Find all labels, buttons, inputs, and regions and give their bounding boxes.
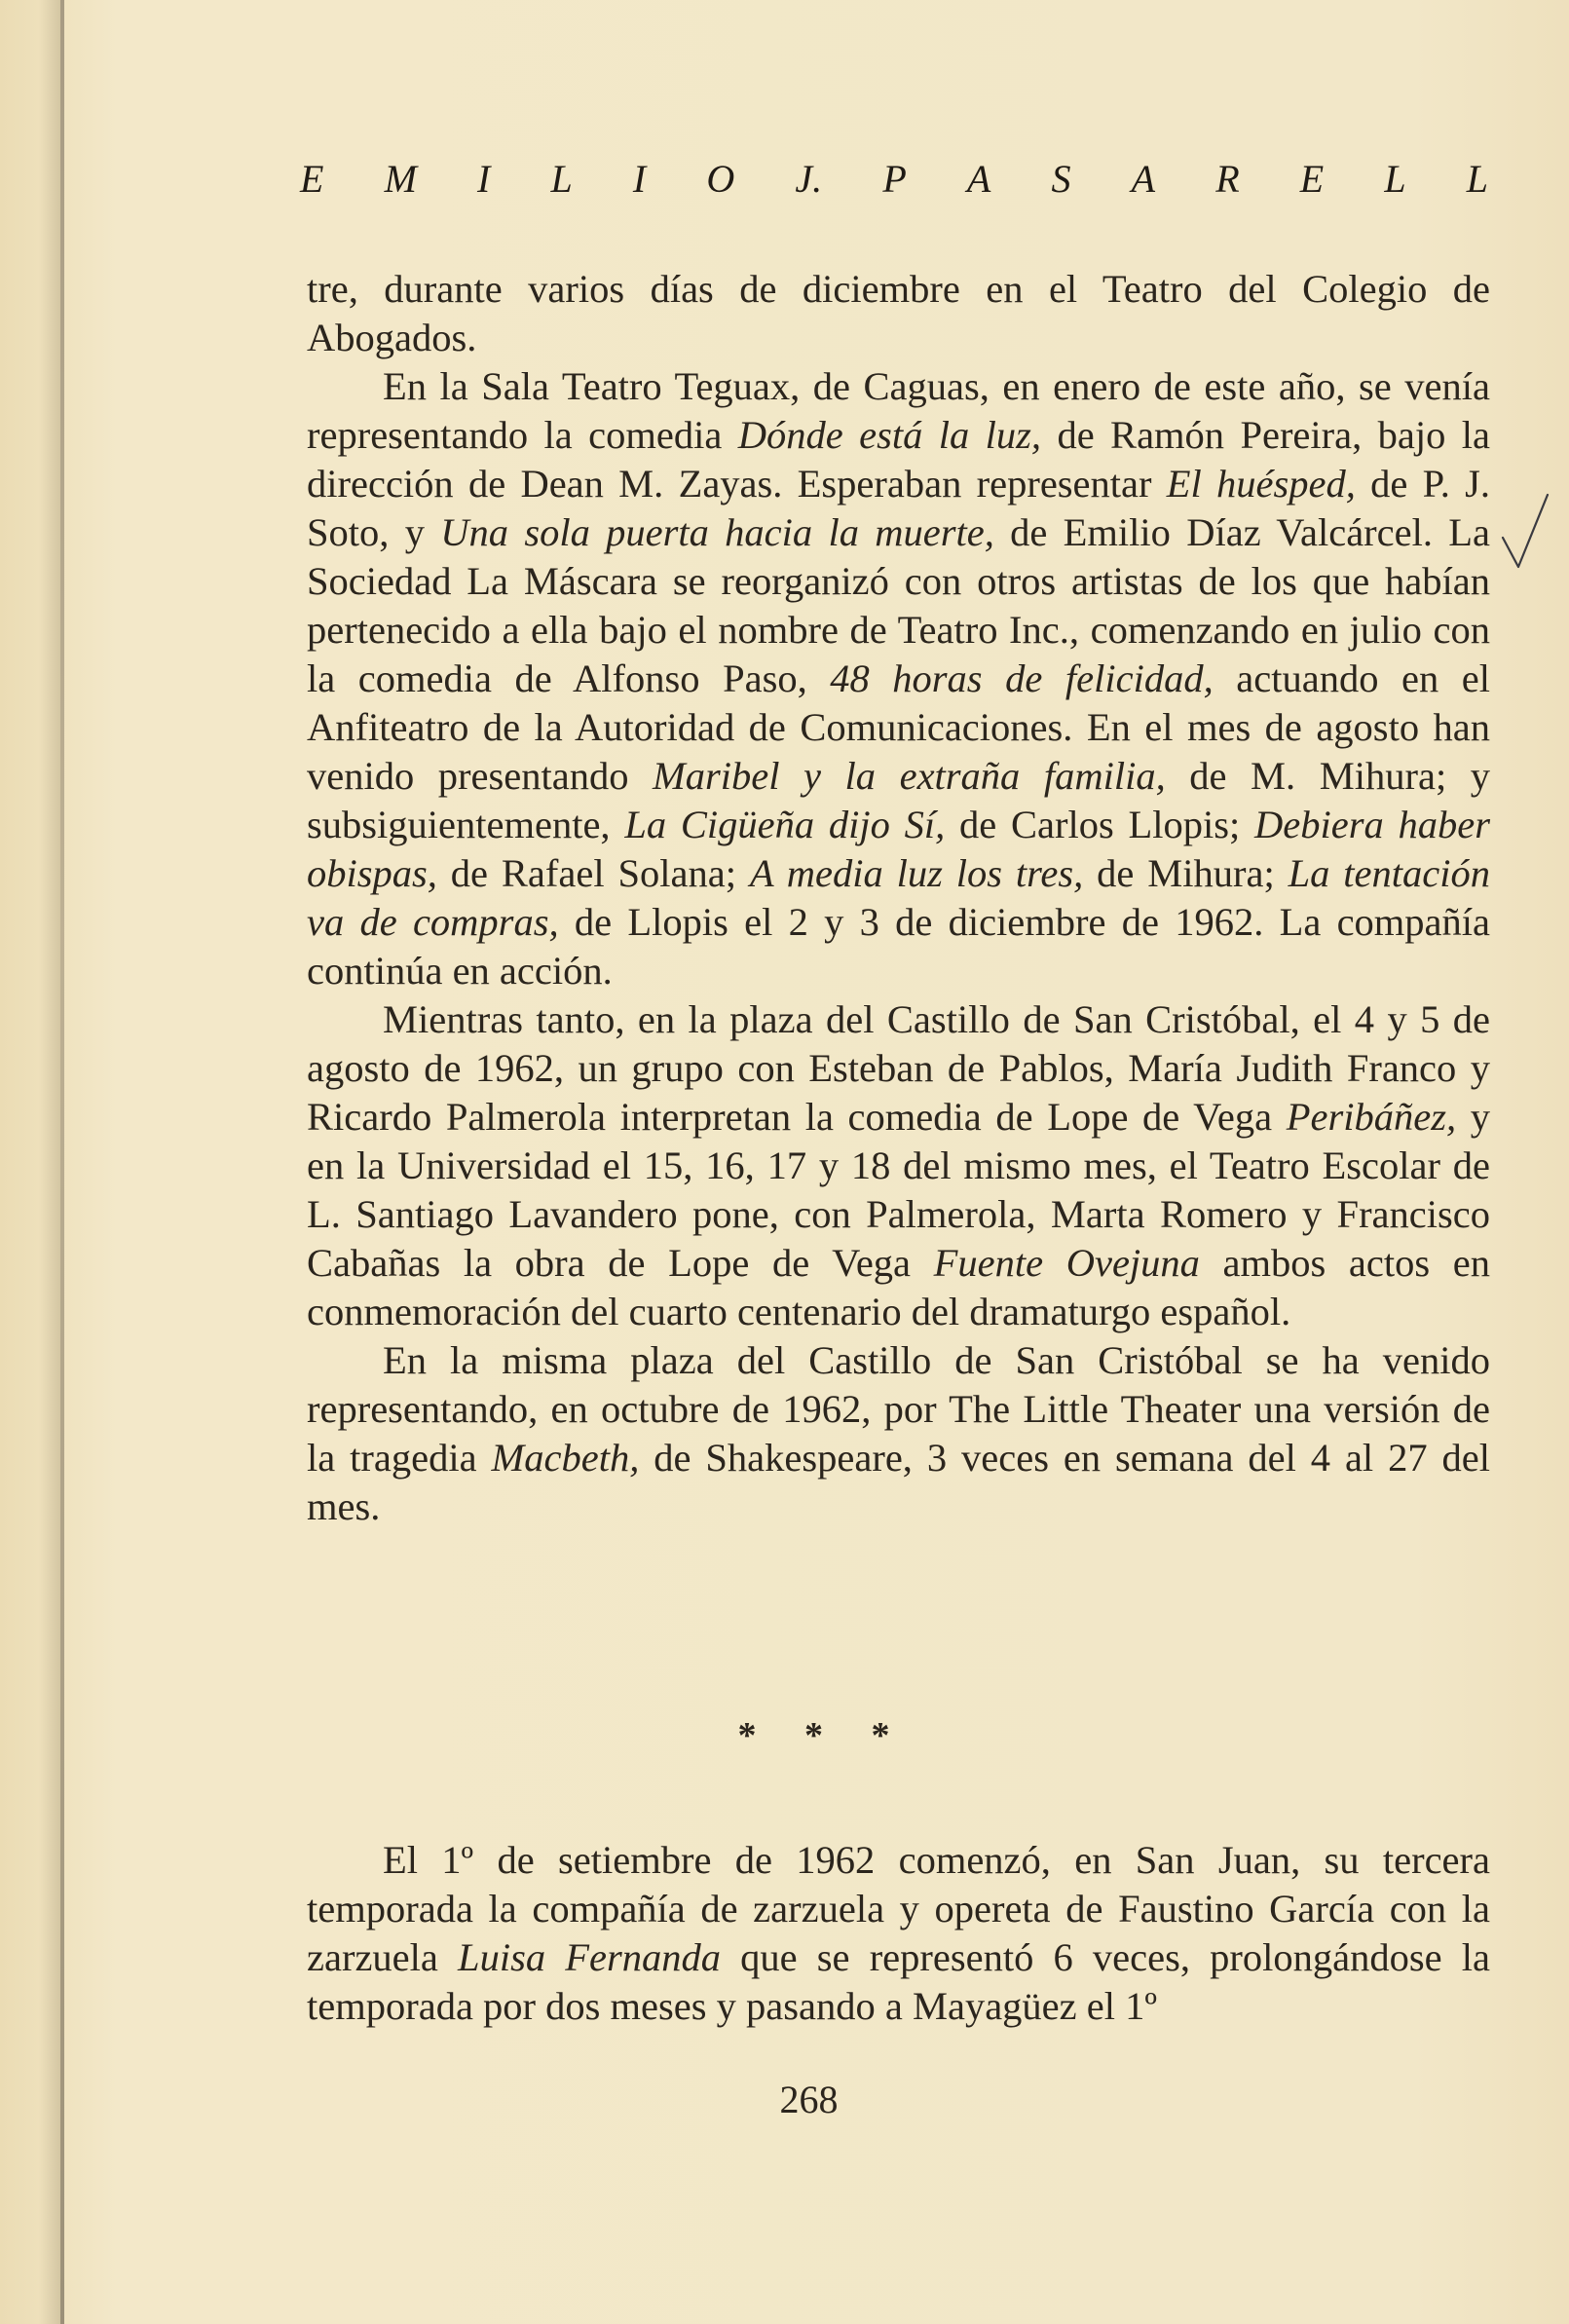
running-head-letter: A: [1131, 157, 1156, 201]
text-run: En la misma plaza del Castillo de San Cristóbal se ha venido representando, en octubre de 1962, por The Little Theater una versión de la tragedia: [307, 1338, 1490, 1480]
text-run: de Carlos Llopis;: [945, 803, 1255, 846]
title-italic: Fuente Ovejuna: [933, 1241, 1200, 1285]
binding-edge: [60, 0, 64, 2324]
running-head-letter: I: [477, 157, 491, 201]
running-head-letter: J.: [795, 157, 823, 201]
text-run: que se representó 6 veces, prolongándose la temporada por dos meses y pasando a Mayagüez el 1º: [307, 1935, 1491, 2028]
text-run: tre, durante varios días de diciembre en el Teatro del Colegio de Abogados.: [307, 267, 1490, 359]
page-number: 268: [779, 2078, 839, 2121]
binding-shadow: [39, 0, 60, 2324]
running-head-letter: I: [632, 157, 647, 201]
paragraph-1: [307, 265, 1490, 362]
body-text-continued: [307, 1836, 1490, 2031]
title-italic: 48 horas de felicidad,: [830, 656, 1214, 700]
title-italic: La Cigüeña dijo Sí,: [624, 803, 946, 846]
section-separator: * * *: [737, 1715, 890, 1756]
paragraph-3: [307, 995, 1490, 1336]
paragraph-5: [307, 1836, 1490, 2031]
title-italic: Dónde está la luz,: [737, 413, 1042, 457]
text-run: de Mihura;: [1083, 851, 1289, 895]
title-italic: El huésped,: [1166, 462, 1356, 506]
running-head-letter: S: [1051, 157, 1071, 201]
running-head-letter: E: [300, 157, 324, 201]
body-text: [307, 265, 1490, 1531]
title-italic: Luisa Fernanda: [458, 1935, 721, 1979]
text-run: de Emilio Díaz Valcárcel. La Sociedad La Máscara se reorganizó con otros artistas de los que habían pertenecido a ella bajo el nombre de Teatro Inc., comenzando en julio con la comedia de Alfonso Paso,: [307, 510, 1491, 700]
running-head-letter: P: [882, 157, 907, 201]
text-run: ambos actos en conmemoración del cuarto centenario del dramaturgo español.: [307, 1241, 1490, 1333]
title-italic: La tentación va de compras,: [307, 851, 1490, 944]
title-italic: Maribel y la extraña familia,: [653, 754, 1166, 798]
running-head: [300, 156, 1488, 202]
paragraph-2: [307, 362, 1490, 995]
running-head-letter: E: [1299, 157, 1325, 201]
title-italic: A media luz los tres,: [749, 851, 1084, 895]
running-head-letter: M: [384, 157, 417, 201]
running-head-letter: L: [550, 157, 573, 201]
running-head-letter: O: [706, 157, 735, 201]
text-run: de Llopis el 2 y 3 de diciembre de 1962. La compañía continúa en acción.: [307, 900, 1490, 993]
running-head-letter: R: [1215, 157, 1240, 201]
title-italic: Una sola puerta hacia la muerte,: [440, 510, 994, 554]
running-head-letter: L: [1384, 157, 1406, 201]
running-head-letter: L: [1466, 157, 1488, 201]
text-run: En la Sala Teatro Teguax, de Caguas, en enero de este año, se venía representando la comedia: [307, 364, 1490, 457]
text-run: de Shakespeare, 3 veces en semana del 4 al 27 del mes.: [307, 1436, 1490, 1528]
checkmark-icon: [1495, 487, 1553, 575]
text-run: y en la Universidad el 15, 16, 17 y 18 del mismo mes, el Teatro Escolar de L. Santiago Lavandero pone, con Palmerola, Marta Romero y Francisco Cabañas la obra de Lope de Vega: [307, 1095, 1490, 1285]
title-italic: Debiera haber obispas,: [307, 803, 1490, 895]
title-italic: Macbeth,: [491, 1436, 640, 1480]
paragraph-4: [307, 1336, 1490, 1531]
text-run: actuando en el Anfiteatro de la Autoridad de Comunicaciones. En el mes de agosto han venido presentando: [307, 656, 1490, 798]
text-run: de M. Mihura; y subsiguientemente,: [307, 754, 1490, 846]
text-run: de Ramón Pereira, bajo la dirección de Dean M. Zayas. Esperaban representar: [307, 413, 1490, 506]
text-run: de Rafael Solana;: [436, 851, 750, 895]
text-run: de P. J. Soto, y: [307, 462, 1490, 554]
text-run: El 1º de setiembre de 1962 comenzó, en San Juan, su tercera temporada la compañía de zarzuela y opereta de Faustino García con la zarzuela: [307, 1838, 1490, 1979]
text-run: Mientras tanto, en la plaza del Castillo de San Cristóbal, el 4 y 5 de agosto de 1962, un grupo con Esteban de Pablos, María Judith Franco y Ricardo Palmerola interpretan la comedia de Lope de Vega: [307, 997, 1490, 1139]
running-head-letter: A: [966, 157, 991, 201]
title-italic: Peribáñez,: [1286, 1095, 1457, 1139]
